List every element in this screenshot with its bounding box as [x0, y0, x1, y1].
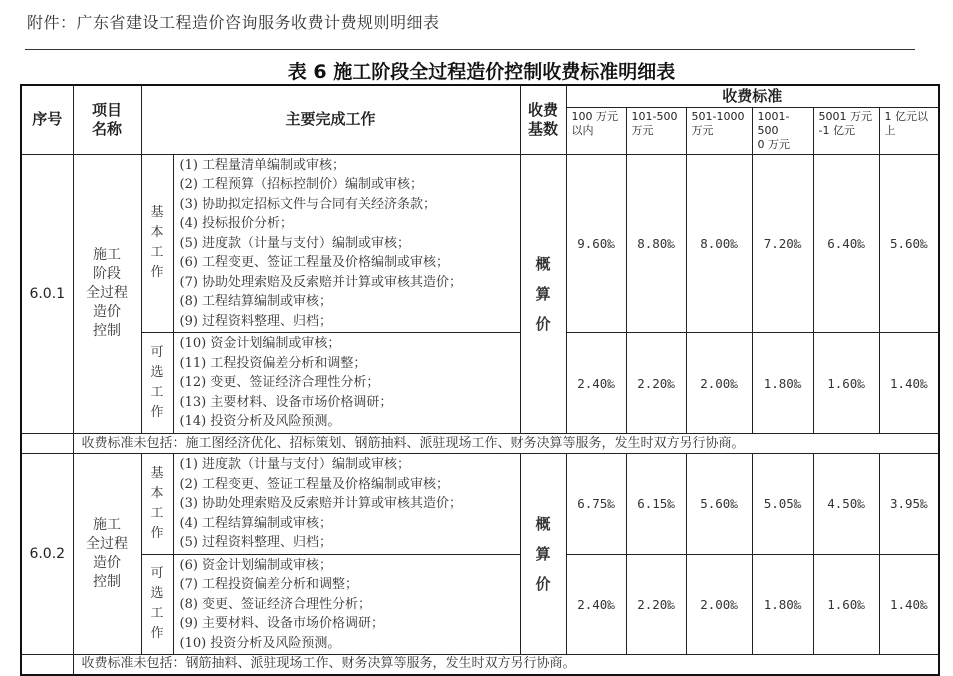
rate-cell: 5.60‰: [879, 154, 939, 333]
header-project-name-line2: 名称: [91, 119, 122, 138]
header-project-name-line1: 项目: [91, 100, 122, 119]
basic-work-label: 基 本 工 作: [141, 454, 173, 555]
rate-cell: 1.60‰: [813, 554, 879, 655]
header-main-work: 主要完成工作: [141, 85, 520, 154]
rate-cell: 1.40‰: [879, 333, 939, 434]
header-seq: 序号: [21, 85, 73, 154]
rate-cell: 7.20‰: [752, 154, 813, 333]
optional-work-items: (6) 资金计划编制或审核； (7) 工程投资偏差分析和调整； (8) 变更、签证经济合理性分析； (9) 主要材料、设备市场价格调研； (10) 投资分析及风险预测。: [173, 554, 520, 655]
header-range-4: 1001-500 0 万元: [752, 107, 813, 154]
header-range-6: 1 亿元以 上: [879, 107, 939, 154]
rate-cell: 2.20‰: [626, 554, 686, 655]
header-range-3: 501-1000 万元: [686, 107, 752, 154]
note-row: [21, 434, 939, 454]
header-fee-base-line2: 基数: [528, 119, 559, 138]
table-row: [21, 454, 939, 555]
rate-cell: 6.40‰: [813, 154, 879, 333]
rate-cell: 2.00‰: [686, 333, 752, 434]
rate-cell: 6.15‰: [626, 454, 686, 555]
header-fee-base: [520, 85, 566, 154]
rate-cell: 8.80‰: [626, 154, 686, 333]
header-fee-base-line1: 收费: [528, 100, 559, 119]
rate-cell: 2.00‰: [686, 554, 752, 655]
row-project-name: 施工 全过程 造价 控制: [73, 454, 141, 655]
header-project-name: [73, 85, 141, 154]
basic-work-items: (1) 工程量清单编制或审核； (2) 工程预算（招标控制价）编制或审核； (3) 协助拟定招标文件与合同有关经济条款； (4) 投标报价分析； (5) 进度款（计量与支付）编制或审核； (6) 工程变更、签证工程量及价格编制或审核； (7) 协助处理索赔及反索赔并计算或审核其造价； (8) 工程结算编制或审核； (9) 过程资料整理、归档；: [173, 154, 520, 333]
rate-cell: 6.75‰: [566, 454, 626, 555]
row-project-name: 施工 阶段 全过程 造价 控制: [73, 154, 141, 434]
optional-work-label: 可 选 工 作: [141, 333, 173, 434]
rate-cell: 5.60‰: [686, 454, 752, 555]
row-seq: 6.0.2: [21, 454, 73, 655]
rate-cell: 3.95‰: [879, 454, 939, 555]
header-range-1: 100 万元 以内: [566, 107, 626, 154]
table-row: [21, 554, 939, 655]
rate-cell: 1.80‰: [752, 554, 813, 655]
fee-note: 收费标准未包括：施工图经济优化、招标策划、钢筋抽料、派驻现场工作、财务决算等服务，发生时双方另行协商。: [73, 434, 939, 454]
note-empty-cell: [21, 434, 73, 454]
rate-cell: 1.40‰: [879, 554, 939, 655]
rate-cell: 4.50‰: [813, 454, 879, 555]
header-range-2: 101-500 万元: [626, 107, 686, 154]
rate-cell: 2.40‰: [566, 554, 626, 655]
fee-base: 概 算 价: [520, 154, 566, 434]
rate-cell: 2.20‰: [626, 333, 686, 434]
fee-base: 概 算 价: [520, 454, 566, 655]
rate-cell: 1.60‰: [813, 333, 879, 434]
basic-work-items: (1) 进度款（计量与支付）编制或审核； (2) 工程变更、签证工程量及价格编制或审核； (3) 协助处理索赔及反索赔并计算或审核其造价； (4) 工程结算编制或审核； (5) 过程资料整理、归档；: [173, 454, 520, 555]
optional-work-items: (10) 资金计划编制或审核； (11) 工程投资偏差分析和调整； (12) 变更、签证经济合理性分析； (13) 主要材料、设备市场价格调研； (14) 投资分析及风险预测。: [173, 333, 520, 434]
table-title: 表 6 施工阶段全过程造价控制收费标准明细表: [287, 61, 676, 83]
rate-cell: 2.40‰: [566, 333, 626, 434]
fee-standard-table: [20, 84, 940, 676]
row-seq: 6.0.1: [21, 154, 73, 434]
attachment-header: 附件：广东省建设工程造价咨询服务收费计费规则明细表: [27, 13, 440, 32]
optional-work-label: 可 选 工 作: [141, 554, 173, 655]
table-row: [21, 154, 939, 333]
rate-cell: 5.05‰: [752, 454, 813, 555]
header-range-5: 5001 万元 -1 亿元: [813, 107, 879, 154]
header-fee-standard: 收费标准: [566, 85, 939, 107]
rate-cell: 9.60‰: [566, 154, 626, 333]
table-row: [21, 333, 939, 434]
fee-note: 收费标准未包括：钢筋抽料、派驻现场工作、财务决算等服务，发生时双方另行协商。: [73, 655, 939, 675]
header-divider: [25, 49, 915, 50]
basic-work-label: 基 本 工 作: [141, 154, 173, 333]
rate-cell: 8.00‰: [686, 154, 752, 333]
rate-cell: 1.80‰: [752, 333, 813, 434]
